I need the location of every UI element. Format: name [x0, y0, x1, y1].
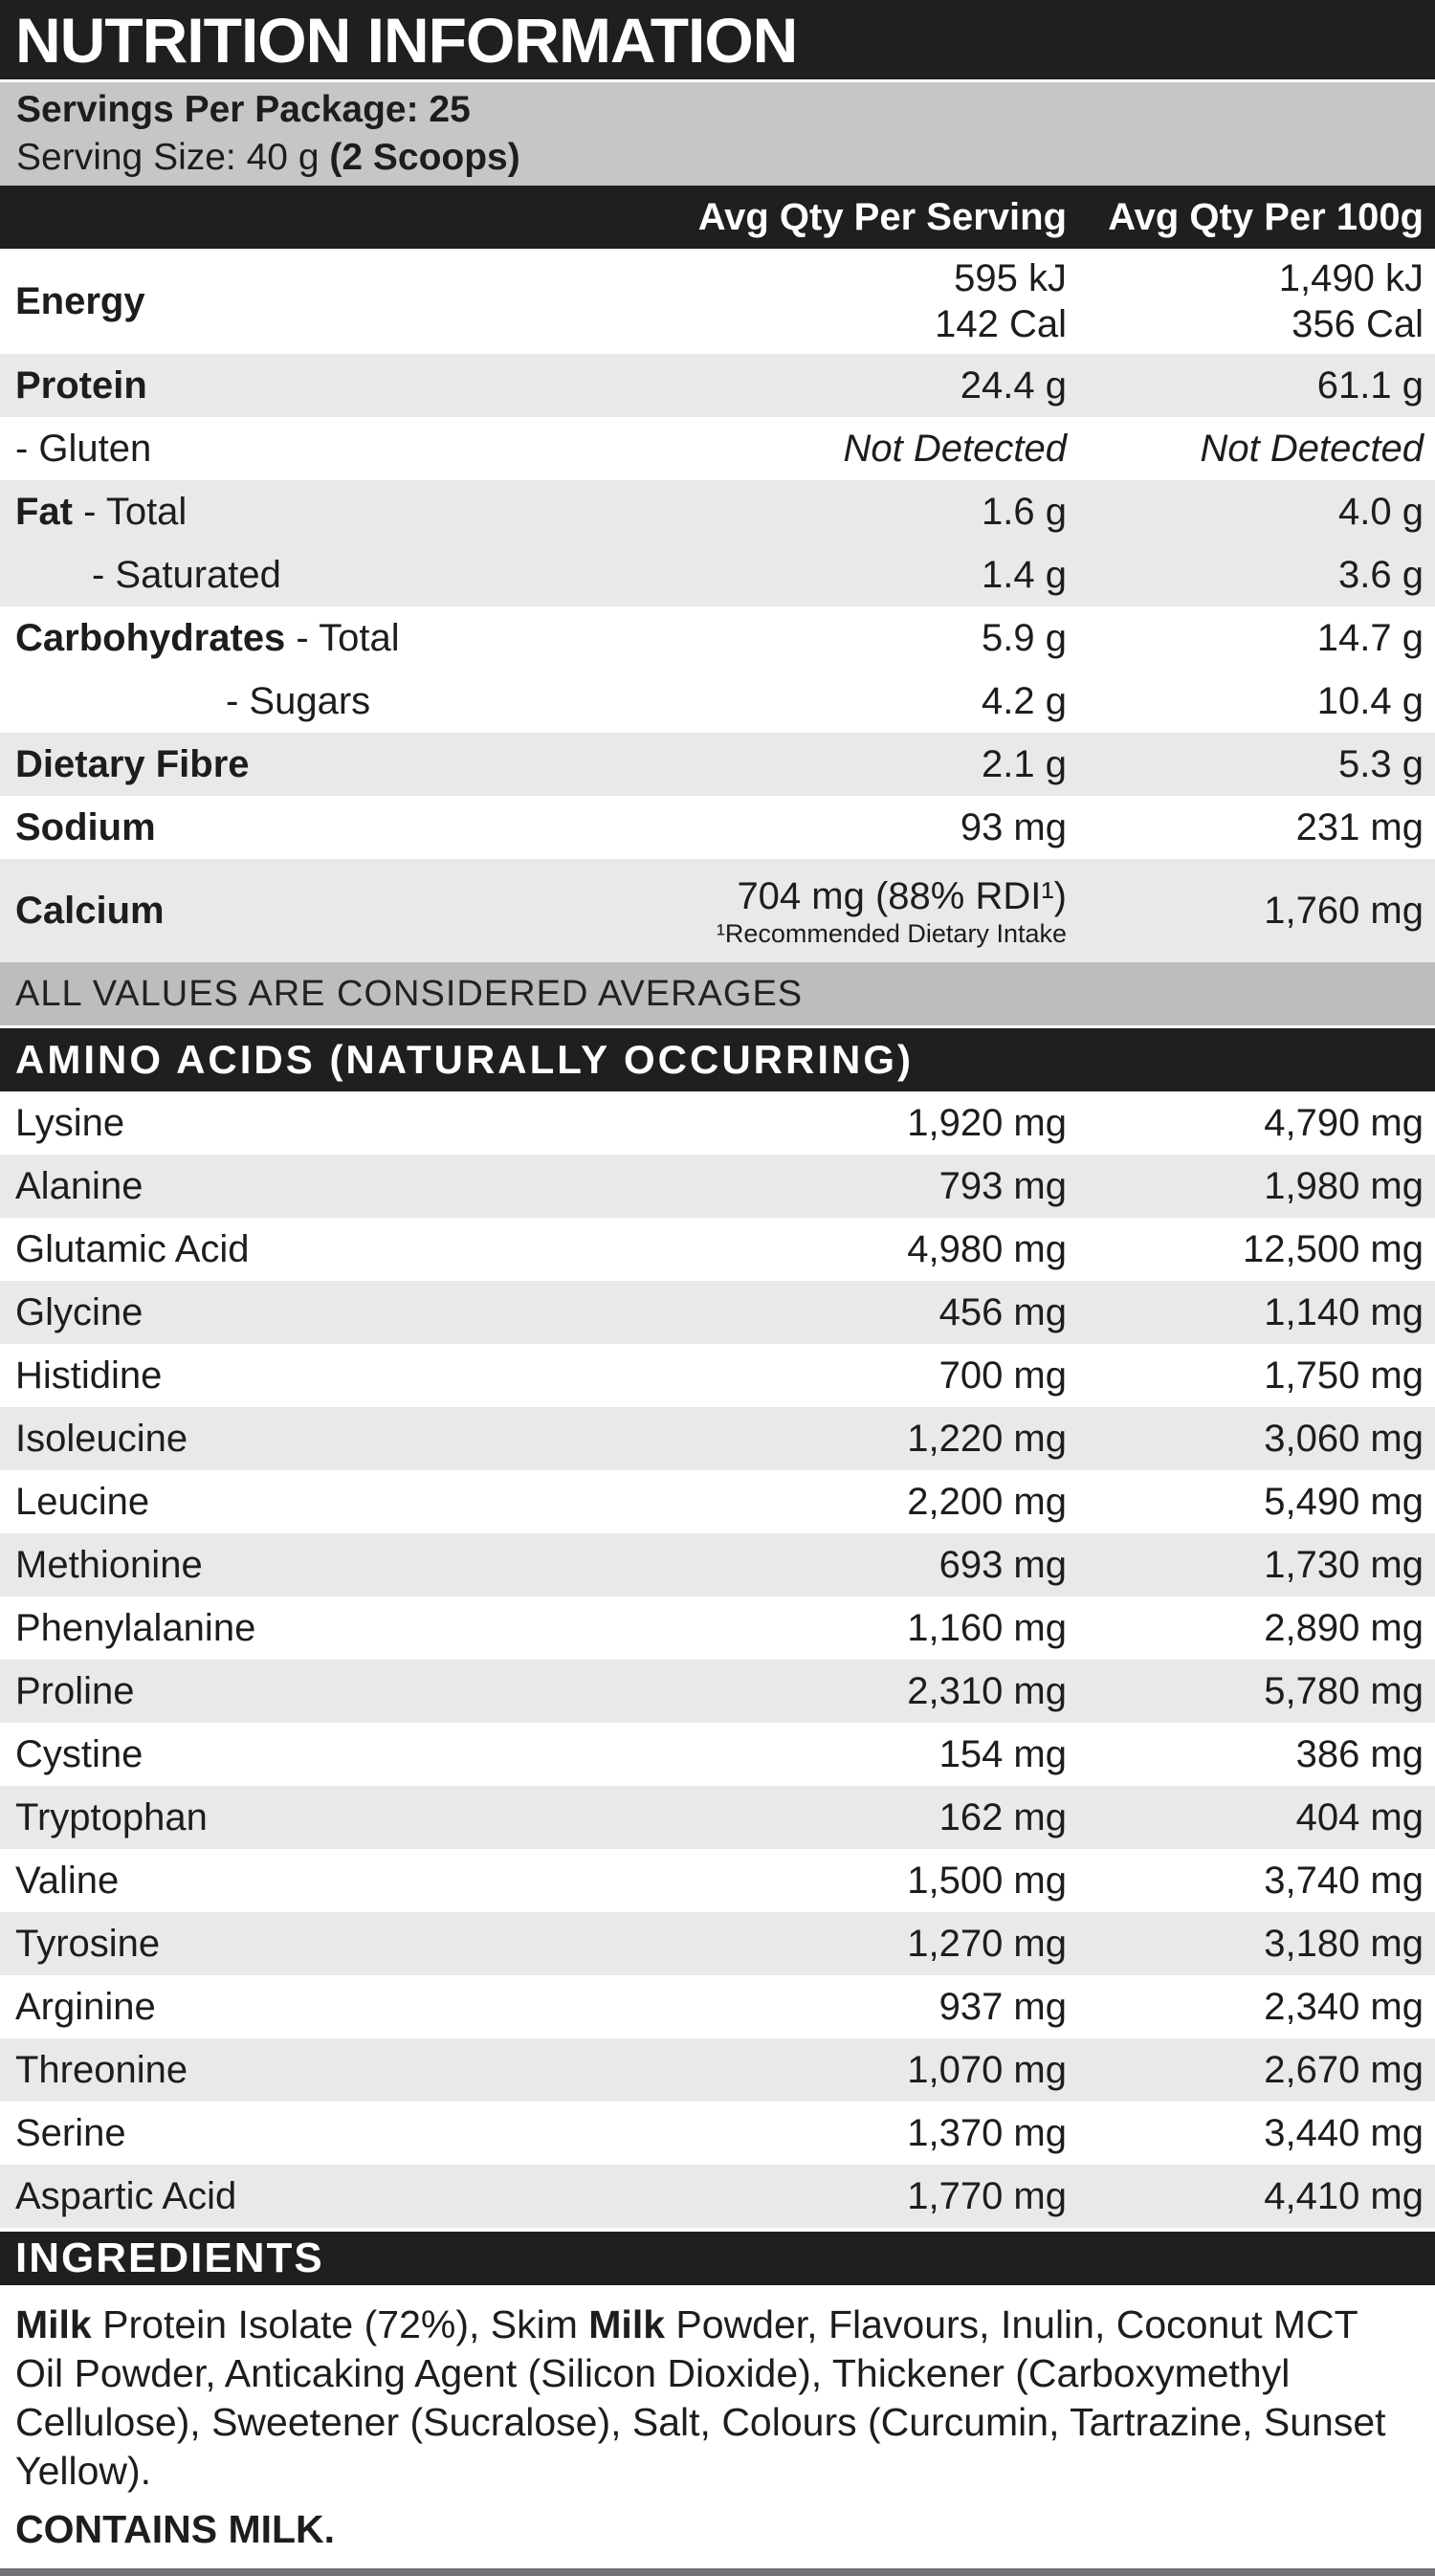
- amino-label: Methionine: [15, 1543, 203, 1586]
- nutrition-table-body: [0, 249, 1435, 962]
- amino-row-glutamic-acid: [0, 1218, 1435, 1281]
- nutrition-row-fat-total: [0, 480, 1435, 543]
- ingredients-part: Milk: [588, 2302, 666, 2346]
- column-header-per-100g: Avg Qty Per 100g: [1108, 195, 1424, 238]
- per-serving-line: 1.4 g: [982, 554, 1067, 596]
- per-100g-value: 3,060 mg: [1264, 1417, 1424, 1460]
- per-serving-value: 1,920 mg: [907, 1101, 1067, 1144]
- per-serving-value: 1,770 mg: [907, 2174, 1067, 2217]
- per-100g-value: 2,670 mg: [1264, 2048, 1424, 2091]
- per-serving-value: 456 mg: [938, 1290, 1067, 1333]
- per-100g-value: [1076, 426, 1435, 472]
- per-serving-line: 93 mg: [960, 806, 1067, 848]
- amino-label: Serine: [15, 2111, 126, 2154]
- per-100g-line: 356 Cal: [1292, 303, 1424, 345]
- per-100g-value: [1076, 615, 1435, 661]
- amino-label: Aspartic Acid: [15, 2174, 237, 2217]
- amino-label: Isoleucine: [15, 1417, 188, 1460]
- nutrient-label-part: Calcium: [15, 889, 165, 932]
- nutrient-label: [0, 428, 674, 471]
- ingredients-part: Powder, Flavours, Inulin, Coconut MCT Oil Powder, Anticaking Agent (Silicon Dioxide), Thickener (Carboxymethyl Cellulose), Sweetener (Sucralose), Salt, Colours (Curcumin, Tartrazine, Sunset Yellow).: [15, 2302, 1386, 2493]
- per-100g-line: 5.3 g: [1338, 743, 1424, 785]
- nutrition-row-gluten: [0, 417, 1435, 480]
- per-serving-value: 162 mg: [938, 1795, 1067, 1838]
- amino-acids-table-body: [0, 1091, 1435, 2228]
- per-serving-line: 2.1 g: [982, 743, 1067, 785]
- per-serving-value: 693 mg: [938, 1543, 1067, 1586]
- amino-label: Glutamic Acid: [15, 1227, 250, 1270]
- amino-label: Alanine: [15, 1164, 144, 1207]
- servings-per-package: Servings Per Package: 25: [16, 89, 471, 130]
- nutrient-label: [0, 364, 674, 407]
- per-serving-value: [674, 678, 1076, 724]
- per-serving-value: 1,270 mg: [907, 1922, 1067, 1965]
- per-100g-value: 1,980 mg: [1264, 1164, 1424, 1207]
- amino-row-alanine: [0, 1155, 1435, 1218]
- amino-row-arginine: [0, 1975, 1435, 2038]
- nutrient-label-part: - Gluten: [15, 427, 152, 470]
- amino-label: Histidine: [15, 1354, 163, 1397]
- per-serving-value: [674, 741, 1076, 787]
- per-serving-value: 793 mg: [938, 1164, 1067, 1207]
- per-serving-line: 595 kJ: [954, 257, 1067, 299]
- nutrient-label-part: - Saturated: [92, 553, 281, 596]
- ingredients-part: Milk: [15, 2302, 92, 2346]
- amino-label: Tryptophan: [15, 1795, 208, 1838]
- nutrient-label-part: Sodium: [15, 805, 156, 848]
- ingredients-text: [0, 2285, 1435, 2496]
- nutrient-label-part: - Sugars: [226, 679, 371, 722]
- per-100g-value: 12,500 mg: [1242, 1227, 1424, 1270]
- per-100g-line: 3.6 g: [1338, 554, 1424, 596]
- per-100g-value: 4,410 mg: [1264, 2174, 1424, 2217]
- per-100g-value: 1,140 mg: [1264, 1290, 1424, 1333]
- column-header-row: [0, 186, 1435, 249]
- per-serving-value: 4,980 mg: [907, 1227, 1067, 1270]
- nutrition-row-sodium: [0, 796, 1435, 859]
- per-serving-value: [674, 552, 1076, 598]
- per-100g-value: [1076, 741, 1435, 787]
- nutrition-row-fat-saturated: [0, 543, 1435, 606]
- amino-label: Valine: [15, 1859, 120, 1902]
- contains-statement: CONTAINS MILK.: [15, 2507, 336, 2551]
- amino-label: Phenylalanine: [15, 1606, 256, 1649]
- per-100g-line: 1,490 kJ: [1278, 257, 1424, 299]
- per-100g-value: 3,440 mg: [1264, 2111, 1424, 2154]
- nutrient-label-part: Carbohydrates: [15, 616, 286, 659]
- averages-note-band: [0, 962, 1435, 1025]
- nutrition-row-energy: [0, 249, 1435, 354]
- per-serving-value: 1,070 mg: [907, 2048, 1067, 2091]
- per-100g-value: 3,180 mg: [1264, 1922, 1424, 1965]
- nutrition-row-carbohydrates-total: [0, 606, 1435, 670]
- per-serving-line: 1.6 g: [982, 491, 1067, 533]
- per-serving-value: [674, 426, 1076, 472]
- nutrient-label-part: - Total: [285, 616, 400, 659]
- ingredients-part: Protein Isolate (72%), Skim: [91, 2302, 589, 2346]
- amino-label: Cystine: [15, 1732, 144, 1775]
- per-serving-line: 5.9 g: [982, 617, 1067, 659]
- amino-label: Tyrosine: [15, 1922, 161, 1965]
- title-band: [0, 0, 1435, 79]
- per-serving-value: 1,160 mg: [907, 1606, 1067, 1649]
- per-100g-value: [1076, 363, 1435, 408]
- nutrient-label: [0, 743, 674, 786]
- averages-note: ALL VALUES ARE CONSIDERED AVERAGES: [15, 973, 804, 1014]
- per-100g-line: Not Detected: [1200, 428, 1424, 470]
- nutrition-row-carbohydrates-sugars: [0, 670, 1435, 733]
- nutrient-label-part: Protein: [15, 363, 147, 407]
- nutrient-label: [0, 806, 674, 849]
- serving-size: Serving Size: 40 g (2 Scoops): [16, 137, 520, 178]
- amino-row-isoleucine: [0, 1407, 1435, 1470]
- nutrient-label: [0, 280, 674, 323]
- per-100g-line: 14.7 g: [1316, 617, 1424, 659]
- amino-row-serine: [0, 2102, 1435, 2165]
- per-100g-value: 1,730 mg: [1264, 1543, 1424, 1586]
- per-serving-value: 1,500 mg: [907, 1859, 1067, 1902]
- amino-row-leucine: [0, 1470, 1435, 1533]
- ingredients-header-band: [0, 2228, 1435, 2285]
- per-100g-value: [1076, 552, 1435, 598]
- amino-acids-header: AMINO ACIDS (NATURALLY OCCURRING): [15, 1037, 914, 1082]
- per-100g-value: [1076, 489, 1435, 535]
- amino-label: Proline: [15, 1669, 135, 1712]
- per-100g-line: 10.4 g: [1316, 680, 1424, 722]
- per-100g-value: 404 mg: [1295, 1795, 1424, 1838]
- per-serving-value: [674, 255, 1076, 347]
- per-serving-line: 704 mg (88% RDI¹): [737, 875, 1067, 917]
- amino-row-proline: [0, 1660, 1435, 1723]
- per-serving-value: 1,220 mg: [907, 1417, 1067, 1460]
- per-100g-value: 3,740 mg: [1264, 1859, 1424, 1902]
- nutrient-label-part: - Total: [73, 490, 188, 533]
- per-serving-value: [674, 363, 1076, 408]
- per-100g-value: 5,490 mg: [1264, 1480, 1424, 1523]
- per-serving-value: 2,200 mg: [907, 1480, 1067, 1523]
- amino-row-phenylalanine: [0, 1596, 1435, 1660]
- per-serving-value: [674, 489, 1076, 535]
- per-serving-line: 24.4 g: [960, 364, 1067, 407]
- per-serving-line: Not Detected: [843, 428, 1067, 470]
- nutrient-label-part: Fat: [15, 490, 73, 533]
- amino-row-tyrosine: [0, 1912, 1435, 1975]
- nutrient-label: [0, 554, 674, 597]
- per-100g-value: 386 mg: [1295, 1732, 1424, 1775]
- column-header-per-serving: Avg Qty Per Serving: [697, 195, 1067, 238]
- nutrient-label: [0, 617, 674, 660]
- per-100g-value: 5,780 mg: [1264, 1669, 1424, 1712]
- amino-row-valine: [0, 1849, 1435, 1912]
- nutrition-row-dietary-fibre: [0, 733, 1435, 796]
- nutrition-row-protein: [0, 354, 1435, 417]
- per-serving-line: 4.2 g: [982, 680, 1067, 722]
- amino-label: Glycine: [15, 1290, 144, 1333]
- per-100g-line: 1,760 mg: [1264, 890, 1424, 932]
- per-100g-value: [1076, 678, 1435, 724]
- per-100g-line: 61.1 g: [1316, 364, 1424, 407]
- amino-acids-header-band: [0, 1025, 1435, 1091]
- bottom-bar: [0, 2568, 1435, 2576]
- amino-row-threonine: [0, 2038, 1435, 2102]
- per-100g-value: 1,750 mg: [1264, 1354, 1424, 1397]
- amino-row-aspartic-acid: [0, 2165, 1435, 2228]
- per-100g-value: 4,790 mg: [1264, 1101, 1424, 1144]
- amino-row-glycine: [0, 1281, 1435, 1344]
- amino-row-tryptophan: [0, 1786, 1435, 1849]
- per-100g-value: [1076, 804, 1435, 850]
- amino-label: Lysine: [15, 1101, 125, 1144]
- nutrient-label: [0, 680, 674, 723]
- amino-row-methionine: [0, 1533, 1435, 1596]
- serving-info-band: [0, 82, 1435, 186]
- per-serving-value: 154 mg: [938, 1732, 1067, 1775]
- nutrient-label: [0, 890, 674, 933]
- per-100g-line: 231 mg: [1295, 806, 1424, 848]
- ingredients-header: INGREDIENTS: [15, 2235, 324, 2281]
- nutrient-label-part: Dietary Fibre: [15, 742, 250, 785]
- per-serving-value: [674, 873, 1076, 948]
- per-100g-value: 2,340 mg: [1264, 1985, 1424, 2028]
- per-100g-line: 4.0 g: [1338, 491, 1424, 533]
- per-serving-value: 937 mg: [938, 1985, 1067, 2028]
- per-serving-value: [674, 615, 1076, 661]
- page-title: NUTRITION INFORMATION: [15, 4, 798, 76]
- amino-label: Threonine: [15, 2048, 188, 2091]
- amino-label: Leucine: [15, 1480, 150, 1523]
- per-100g-value: 2,890 mg: [1264, 1606, 1424, 1649]
- per-serving-value: 2,310 mg: [907, 1669, 1067, 1712]
- nutrient-label-part: Energy: [15, 279, 145, 322]
- amino-label: Arginine: [15, 1985, 156, 2028]
- per-100g-value: [1076, 255, 1435, 347]
- per-serving-value: 700 mg: [938, 1354, 1067, 1397]
- per-serving-value: [674, 804, 1076, 850]
- amino-row-lysine: [0, 1091, 1435, 1155]
- per-serving-line: 142 Cal: [935, 303, 1067, 345]
- nutrition-row-calcium: [0, 859, 1435, 962]
- footnote: ¹Recommended Dietary Intake: [716, 919, 1067, 948]
- amino-row-cystine: [0, 1723, 1435, 1786]
- per-100g-value: [1076, 888, 1435, 934]
- nutrient-label: [0, 491, 674, 534]
- per-serving-value: 1,370 mg: [907, 2111, 1067, 2154]
- amino-row-histidine: [0, 1344, 1435, 1407]
